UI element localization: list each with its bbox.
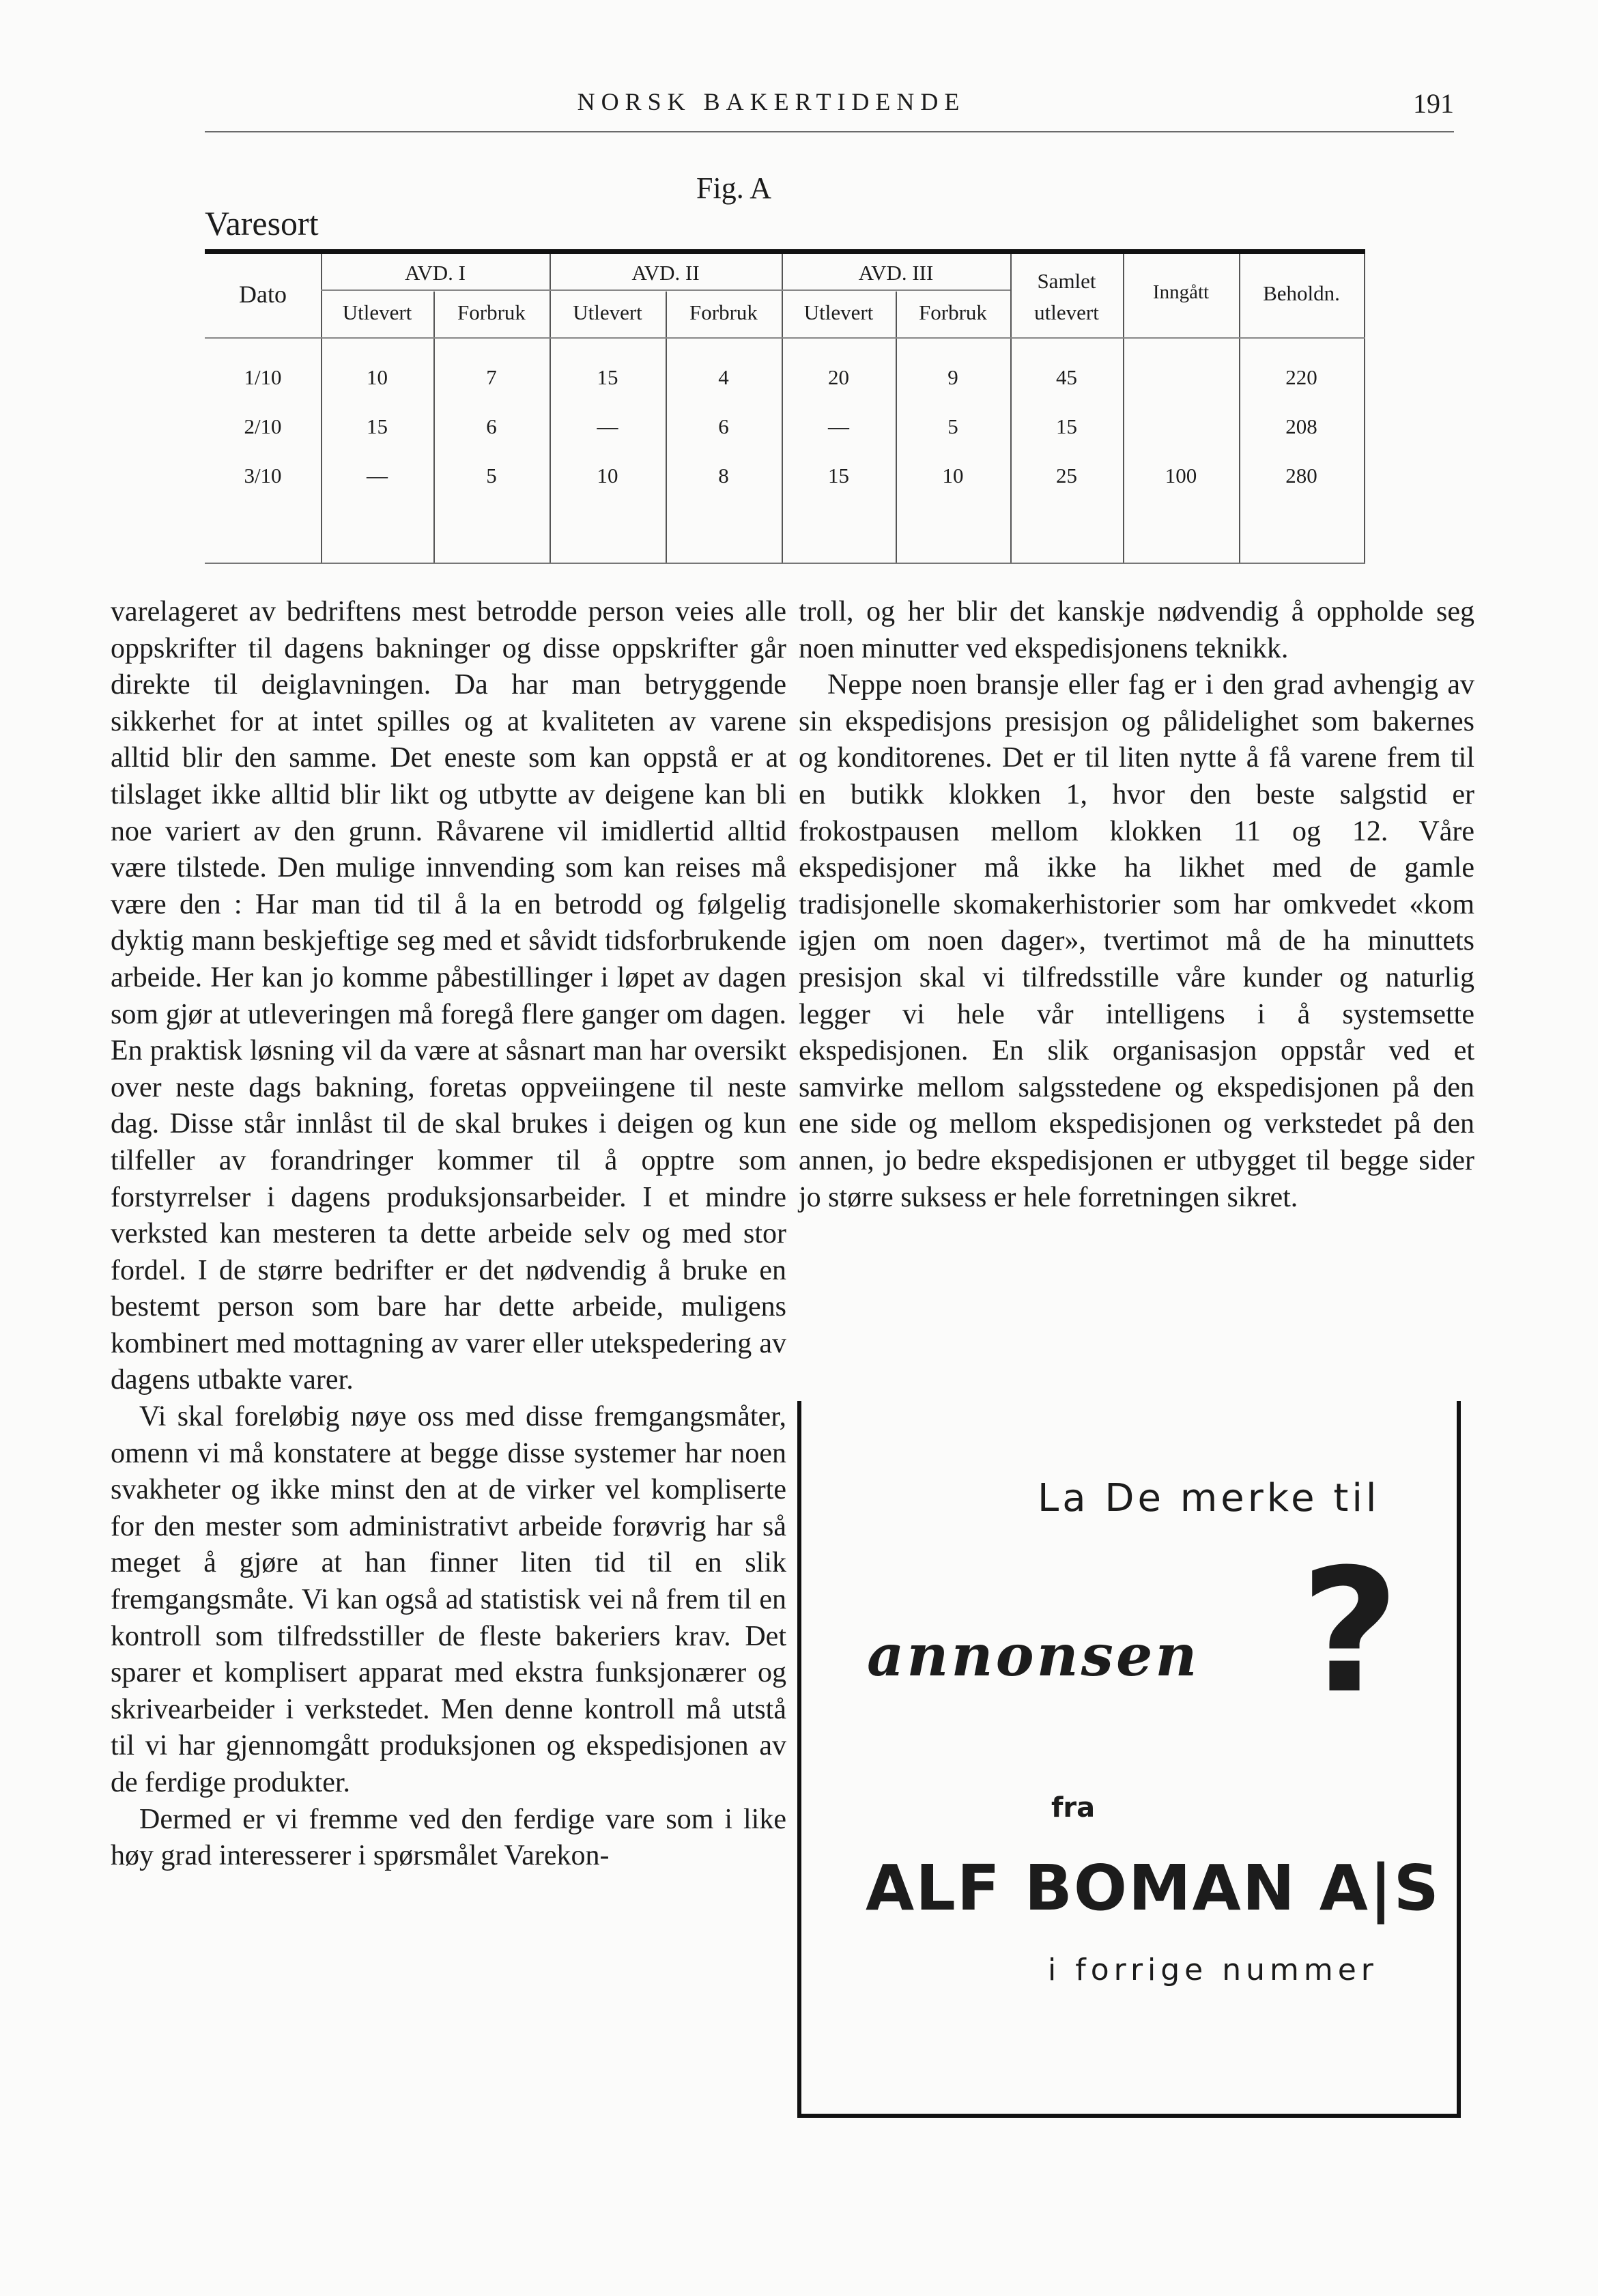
header-avd-3: AVD. III	[858, 261, 934, 285]
cell: 10	[367, 365, 388, 389]
cell: —	[597, 414, 618, 438]
header-samlet-utlevert: utlevert	[1034, 300, 1099, 324]
cell: 208	[1285, 414, 1317, 438]
cell: 15	[1056, 414, 1077, 438]
ad-footer-line: i forrige nummer	[1048, 1953, 1378, 1987]
header-forbruk: Forbruk	[457, 300, 526, 324]
header-samlet: Samlet	[1037, 269, 1096, 293]
figure-label: Fig. A	[696, 171, 772, 205]
cell: —	[828, 414, 849, 438]
cell: 5	[947, 414, 958, 438]
table-rule	[321, 289, 1010, 291]
body-column-left	[111, 594, 786, 1875]
paragraph: varelageret av bedriftens mest betrodde person veies alle oppskrifter til dagens bakninger og disse oppskrifter går direkte til deiglavningen. Da har man betryggende sikkerhet for at intet spilles og at kvaliteten av varene alltid blir den samme. Det eneste som kan oppstå er at tilslaget ikke alltid blir likt og utbytte av deigene kan bli noe variert av den grunn. Råvarene vil imidlertid alltid være tilstede. Den mulige innvending som kan reises må være den : Har man tid til å la en betrodd og følgelig dyktig mann beskjeftige seg med et såvidt tidsforbrukende arbeide. Her kan jo komme påbestillinger i løpet av dagen som gjør at utleveringen må foregå flere ganger om dagen. En praktisk løsning vil da være at såsnart man har oversikt over neste dags bakning, foretas oppveiingene til neste dag. Disse står innlåst til de skal brukes i deigen og kun tilfeller av forandringer kommer til å opptre som forstyrrelser i dagens produksjonsarbeider. I et mindre verksted kan mesteren ta dette arbeide selv og med stor fordel. I de større bedrifter er det nødvendig å bruke en bestemt person som bare har dette arbeide, muligens kombinert med mottagning av varer eller utekspedering av dagens utbakte varer.	[111, 596, 786, 1396]
header-inngatt: Inngått	[1152, 281, 1210, 303]
data-table	[205, 249, 1365, 564]
cell: 5	[486, 464, 497, 487]
cell: 45	[1056, 365, 1077, 389]
ad-company: ALF BOMAN A|S	[866, 1852, 1440, 1925]
cell-dato: 3/10	[244, 464, 282, 487]
paragraph: Dermed er vi fremme ved den ferdige vare som i like høy grad interesserer i spørsmålet Varekon-	[111, 1803, 786, 1872]
header-dato: Dato	[239, 281, 287, 308]
header-avd-2: AVD. II	[631, 261, 700, 285]
cell: 15	[828, 464, 849, 487]
cell: 6	[718, 414, 729, 438]
running-head: NORSK BAKERTIDENDE	[577, 88, 966, 115]
cell: 10	[597, 464, 618, 487]
page-number: 191	[1413, 88, 1454, 119]
cell: 10	[942, 464, 964, 487]
cell: 9	[947, 365, 958, 389]
cell-dato: 2/10	[244, 414, 282, 438]
header-utlevert: Utlevert	[573, 300, 642, 324]
cell-dato: 1/10	[244, 365, 282, 389]
header-utlevert: Utlevert	[342, 300, 412, 324]
header-avd-1: AVD. I	[405, 261, 466, 285]
cell: 8	[718, 464, 729, 487]
paragraph: troll, og her blir det kanskje nødvendig å oppholde seg noen minutter ved ekspedisjonens teknikk.	[799, 596, 1474, 664]
header-forbruk: Forbruk	[689, 300, 758, 324]
paragraph: Vi skal foreløbig nøye oss med disse fremgangsmåter, omenn vi må konstatere at begge disse systemer har noen svakheter og ikke minst den at de virker vel kompliserte for den mester som administrativt arbeide forøvrig har så meget å gjøre at han finner liten tid til en slik fremgangsmåte. Vi kan også ad statistisk vei nå frem til en kontroll som tilfredsstiller de fleste bakeriers krav. Det sparer et komplisert apparat med ekstra funksjonærer og skrivearbeider i verkstedet. Men denne kontroll må utstå til vi har gjennomgått produksjonen og ekspedisjonen av de ferdige produkter.	[111, 1401, 786, 1798]
cell: 100	[1165, 464, 1197, 487]
cell: —	[367, 464, 388, 487]
header-utlevert: Utlevert	[803, 300, 874, 324]
paragraph: Neppe noen bransje eller fag er i den grad avhengig av sin ekspedisjons presisjon og pålidelighet som bakernes og konditorenes. Det er til liten nytte å få varene frem til en butikk klokken 1, hvor den beste salgstid er frokostpausen mellom klokken 11 og 12. Våre ekspedisjoner må ikke ha likhet med de gamle tradisjonelle skomakerhistorier som har omkvedet «kom igjen om noen dager», tvertimot må de ha minuttets presisjon skal vi tilfredsstille våre kunder og naturlig legger vi hele vår intelligens i å systemsette ekspedisjonen. En slik organisasjon oppstår ved et samvirke mellom salgsstedene og ekspedisjonen på den ene side og mellom ekspedisjonen og verkstedet på den annen, jo bedre ekspedisjonen er utbygget til begge sider jo større suksess er hele forretningen sikret.	[799, 669, 1474, 1213]
table-rule	[205, 337, 1365, 339]
header-rule	[205, 131, 1454, 132]
question-mark: ?	[1300, 1532, 1400, 1731]
cell: 280	[1285, 464, 1317, 487]
table-rule	[1364, 254, 1365, 563]
table-title: Varesort	[205, 204, 319, 242]
cell: 4	[718, 365, 729, 389]
cell: 6	[486, 414, 497, 438]
cell: 7	[486, 365, 497, 389]
ad-headline: La De merke til	[1038, 1476, 1380, 1520]
ad-fra: fra	[1051, 1792, 1096, 1824]
body-column-right	[799, 594, 1474, 1216]
header-beholdn: Beholdn.	[1263, 281, 1340, 305]
cell: 15	[597, 365, 618, 389]
cell: 220	[1285, 365, 1317, 389]
header-forbruk: Forbruk	[919, 300, 987, 324]
cell: 25	[1056, 464, 1077, 487]
ad-word: annonsen	[867, 1621, 1200, 1689]
cell: 15	[367, 414, 388, 438]
cell: 20	[828, 365, 849, 389]
